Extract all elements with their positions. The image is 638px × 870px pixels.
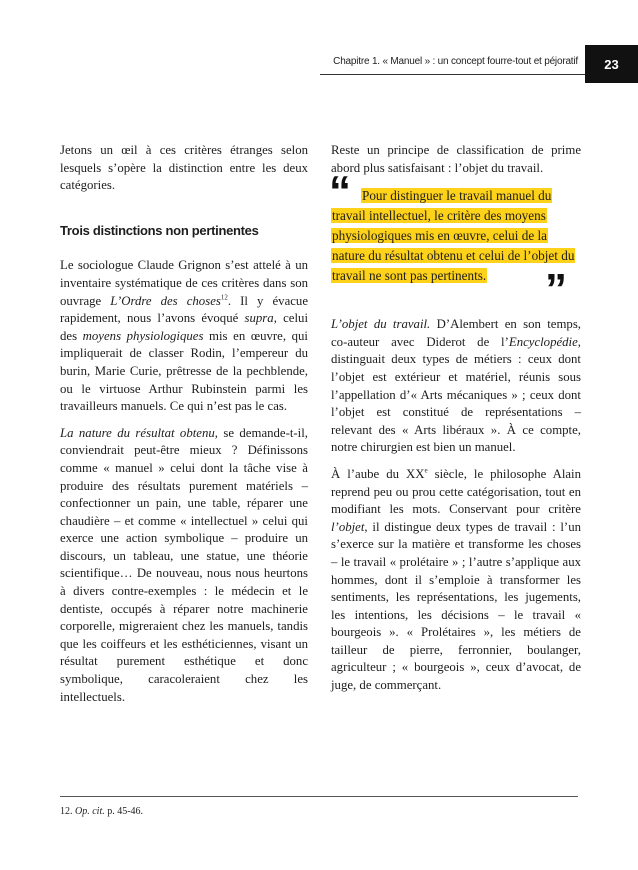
text: siècle, le philosophe Alain reprend peu ou prou cette catégorisation, tout en modifiant les mots. Conservant pour critère bbox=[331, 466, 582, 517]
text: , se demande-t-il, conviendrait peut-être mieux ? Définissons comme « manuel » celui dont la tâche vise à produire des résultats purement matériels – confectionner un pain, une table, réparer une chaudière – et comme « intellectuel » celui qui exerce une action symbolique – produire un discours, un tableau, une statue, une théorie scientifique… De nouveau, nous nous heurtons à divers contre-exemples : le médecin et le dentiste, occupés à réparer notre machinerie corporelle, migreraient chez les manuels, tandis que les coiffeurs et les esthéticiennes, visant un résultat purement esthétique et donc symbolique, caracoleraient chez les intellectuels. bbox=[60, 425, 308, 704]
pull-quote-text: Pour distinguer le travail manuel du travail intellectuel, le critère des moyens physiologiques mis en œuvre, celui de la nature du résultat obtenu et celui de l’objet du travail ne sont pas pertinents. bbox=[332, 188, 575, 284]
footnote-ref: 12 bbox=[220, 293, 228, 302]
emphasis-objet: l’objet bbox=[331, 519, 365, 534]
text: mis en œuvre, qui impliquerait de classer Rodin, l’empereur du burin, Marie Curie, prêtresse de la pechblende, ou le virtuose Arthur Rubinstein parmi les travailleurs manuels. Ce qui n’est pas le cas. bbox=[60, 328, 308, 414]
intro-paragraph: Jetons un œil à ces critères étranges selon lesquels s’opère la distinction entre les deux catégories. bbox=[60, 143, 308, 193]
left-column bbox=[60, 142, 308, 715]
chapter-title: Chapitre 1. « Manuel » : un concept fourre-tout et péjoratif bbox=[333, 56, 578, 67]
book-title: L’Ordre des choses bbox=[110, 293, 221, 308]
footnote-rule bbox=[60, 796, 578, 797]
lead-in: La nature du résultat obtenu bbox=[60, 425, 215, 440]
text: . Il y évacue rapidement, nous l’avons évoqué bbox=[60, 293, 309, 326]
pull-quote bbox=[329, 167, 581, 315]
text: À l’aube du XX bbox=[331, 466, 425, 481]
emphasis-moyens: moyens physiologiques bbox=[82, 328, 204, 343]
encyclopedie-title: Encyclopédie bbox=[508, 334, 578, 349]
paragraph-principe: Reste un principe de classification de prime abord plus satisfaisant : l’objet du travail. bbox=[331, 143, 581, 175]
paragraph-objet bbox=[331, 316, 581, 457]
page-number: 23 bbox=[585, 45, 638, 83]
footnote-pages: p. 45-46. bbox=[104, 806, 144, 817]
right-column bbox=[331, 142, 581, 704]
footnote-number: 12. bbox=[60, 806, 75, 817]
lead-in: L’objet du travail. bbox=[331, 317, 431, 332]
text: , celui des bbox=[60, 311, 308, 343]
footnote-ref-text: Op. cit. bbox=[75, 806, 105, 817]
emphasis-supra: supra bbox=[244, 311, 274, 326]
text: , il distingue deux types de travail : l’un s’exerce sur la matière et transforme les choses – le travail « prolétaire » ; l’autre s’applique aux hommes, dont il s’emploie à transformer les sentiments, les représentations, les jugements, les intentions, les décisions – le travail « bourgeois ». « Prolétaires », les métiers de tailleur de pierre, ferronnier, boulanger, agriculteur ; « bourgeois », ceux d’avocat, de juge, de commerçant. bbox=[331, 519, 581, 693]
text: D’Alembert en son temps, co-auteur avec Diderot de l’ bbox=[331, 317, 582, 349]
section-heading: Trois distinctions non pertinentes bbox=[60, 222, 259, 238]
paragraph-alain bbox=[331, 466, 581, 695]
header-rule bbox=[320, 74, 585, 75]
superscript: e bbox=[424, 466, 428, 475]
paragraph-nature bbox=[60, 425, 308, 707]
text: Le sociologue Claude Grignon s’est attelé à un inventaire systématique de ces critères dans son ouvrage bbox=[60, 258, 308, 308]
close-quote-icon: ” bbox=[545, 265, 567, 315]
text: , distinguait deux types de métiers : ceux dont l’objet est extérieur et matériel, réunis sous l’appellation d’« Arts mécaniques » ; ceux dont l’objet est constitué de représentations – relevant des « Arts libéraux ». À ce compte, notre chirurgien est bien un manuel. bbox=[331, 334, 581, 455]
paragraph-grignon bbox=[60, 257, 308, 415]
footnote bbox=[60, 806, 143, 817]
open-quote-icon: “ bbox=[329, 167, 351, 217]
